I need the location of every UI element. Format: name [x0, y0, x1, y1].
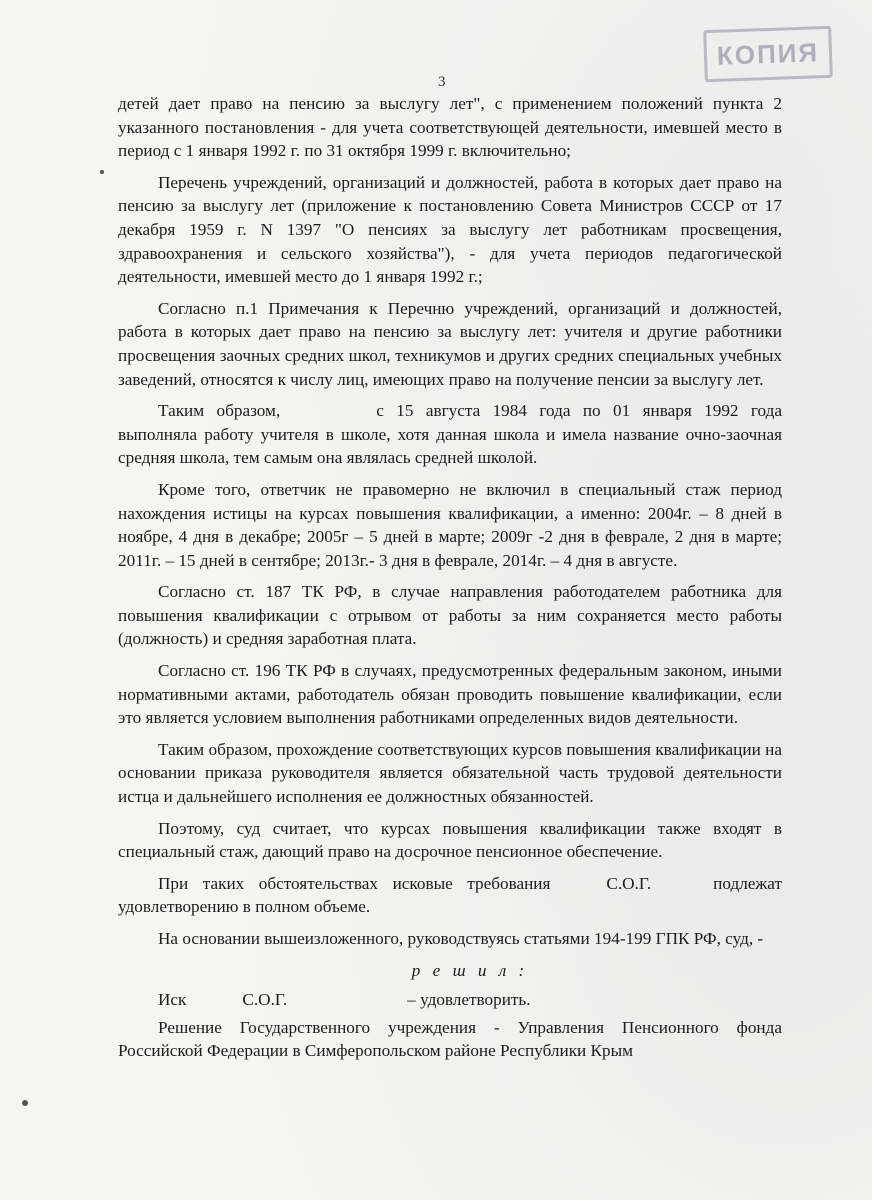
paragraph-art-196: Согласно ст. 196 ТК РФ в случаях, предусмотренных федеральным законом, иными нормативными актами, работодатель обязан проводить повышение квалификации, если это является условием выполнения работниками определенных видов деятельности. [118, 661, 782, 728]
paragraph-circumstances [118, 872, 782, 919]
paragraph-list-of-institutions: Перечень учреждений, организаций и должностей, работа в которых дает право на пенсию за выслугу лет (приложение к постановлению Совета Министров СССР от 17 декабря 1959 г. N 1397 "О пенсиях за выслугу лет работникам просвещения, здравоохранения и сельского хозяйства"), - для учета периодов педагогической деятельности, имевшей место до 1 января 1992 г.; [118, 172, 782, 287]
plaintiff-initials: С.О.Г. [606, 873, 652, 893]
paragraph-thus-courses: Таким образом, прохождение соответствующих курсов повышения квалификации на основании приказа руководителя является обязательной часть трудовой деятельности истца и дальнейшего исполнения ее должностных обязанностей. [118, 739, 782, 807]
paragraph-court-considers: Поэтому, суд считает, что курсах повышения квалификации также входят в специальный стаж, дающий право на досрочное пенсионное обеспечение. [118, 818, 782, 862]
paragraph-final: Решение Государственного учреждения - Управления Пенсионного фонда Российской Федерации в Симферопольском районе Республики Крым [118, 1017, 782, 1061]
paragraph-continuation: детей дает право на пенсию за выслугу лет", с применением положений пункта 2 указанного постановления - для учета соответствующей деятельности, имевшей место в период с 1 января 1992 г. по 31 октября 1999 г. включительно; [118, 94, 782, 161]
paragraph-basis: На основании вышеизложенного, руководствуясь статьями 194-199 ГПК РФ, суд, - [158, 929, 764, 948]
page-number: 3 [438, 74, 446, 90]
circumstances-rest: подлежат удовлетворению в полном объеме. [118, 873, 782, 917]
claim-word: Иск [158, 990, 187, 1010]
paragraph-courses: Кроме того, ответчик не правомерно не включил в специальный стаж период нахождения истицы на курсах повышения квалификации, а именно: 2004г. – 8 дней в ноябре, 4 дня в декабре; 2005г – 5 дней в марте; 2009г -2 дня в феврале, 2 дня в марте; 2011г. – 15 дней в сентябре; 2013г.- 3 дня в феврале, 2014г. – 4 дня в августе. [118, 479, 782, 570]
decision-heading: р е ш и л : [411, 960, 529, 980]
document-body [118, 92, 782, 1071]
claim-plaintiff: С.О.Г. [242, 990, 288, 1010]
claim-result: – удовлетворить. [407, 990, 531, 1010]
thus-lead: Таким образом, [158, 401, 281, 421]
scan-speck [22, 1100, 28, 1106]
copy-stamp: КОПИЯ [703, 26, 833, 82]
thus-rest: с 15 августа 1984 года по 01 января 1992 года выполняла работу учителя в школе, хотя данная школа и имела название очно-заочная средняя школа, тем самым она являлась средней школой. [118, 401, 782, 468]
circumstances-lead: При таких обстоятельствах исковые требования [158, 873, 551, 893]
paragraph-thus-period [118, 399, 782, 470]
paragraph-note-1: Согласно п.1 Примечания к Перечню учреждений, организаций и должностей, работа в которых дает право на пенсию за выслугу лет: учителя и другие работники просвещения заочных средних школ, техникумов и других средних специальных учебных заведений, относятся к числу лиц, имеющих право на получение пенсии за выслугу лет. [118, 298, 782, 389]
scan-speck [100, 170, 104, 174]
paragraph-art-187: Согласно ст. 187 ТК РФ, в случае направления работодателем работника для повышения квалификации с отрывом от работы за ним сохраняется место работы (должность) и средняя заработная плата. [118, 582, 782, 649]
claim-line [118, 988, 782, 1012]
